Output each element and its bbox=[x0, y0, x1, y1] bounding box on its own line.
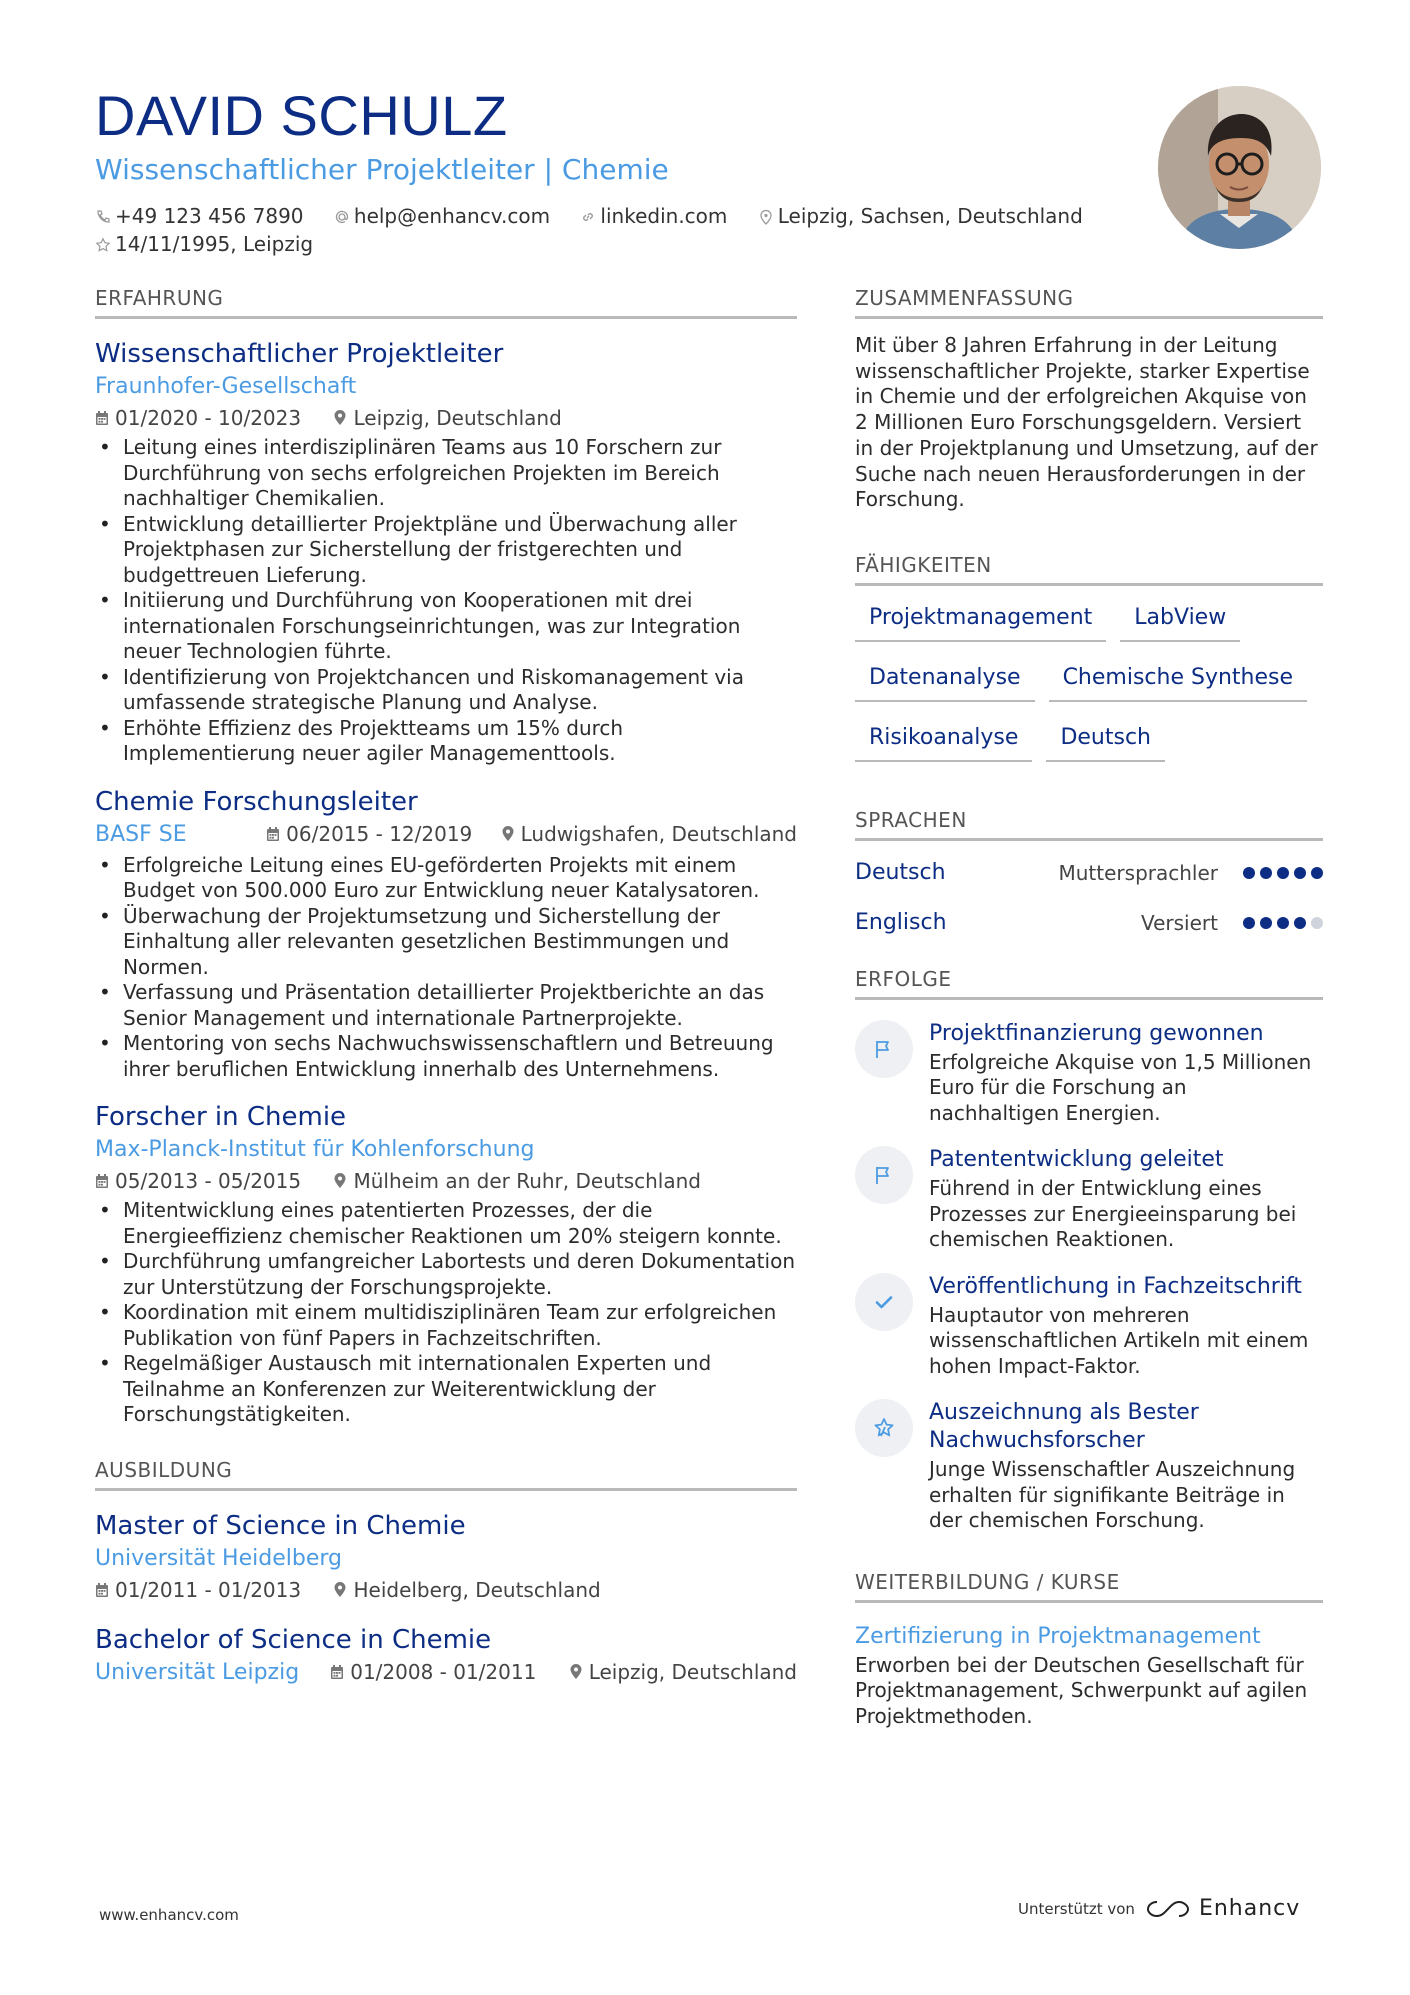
degree-title: Bachelor of Science in Chemie bbox=[95, 1624, 492, 1655]
location-pin-icon bbox=[333, 1173, 347, 1189]
contact-phone bbox=[95, 202, 304, 230]
language-name: Englisch bbox=[855, 910, 947, 936]
education-meta bbox=[95, 1575, 797, 1605]
language-item bbox=[855, 855, 1323, 891]
company-name: Max-Planck-Institut für Kohlenforschung bbox=[95, 1137, 535, 1162]
education-location bbox=[569, 1657, 797, 1687]
language-rating bbox=[1238, 867, 1323, 879]
job-bullet: • Koordination mit einem multidisziplinären Team zur erfolgreichen Publikation von fünf Papers in Fachzeitschriften. bbox=[95, 1300, 797, 1351]
rating-dot-filled bbox=[1294, 867, 1306, 879]
experience-item bbox=[95, 785, 797, 1083]
job-bullet: • Mitentwicklung eines patentierten Prozesses, der die Energieeffizienz chemischer Reaktionen um 20% steigern konnte. bbox=[95, 1198, 797, 1249]
job-dates bbox=[266, 819, 472, 849]
achievement-item bbox=[855, 1146, 1323, 1253]
star-icon bbox=[872, 1416, 896, 1440]
star-outline-icon bbox=[95, 237, 111, 253]
job-location-text: Leipzig, Deutschland bbox=[353, 406, 562, 430]
achievement-desc: Führend in der Entwicklung eines Prozesses zur Energieeinsparung bei chemischen Reaktionen. bbox=[929, 1176, 1297, 1252]
language-level: Muttersprachler bbox=[1058, 860, 1218, 885]
language-name: Deutsch bbox=[855, 860, 946, 886]
avatar-illustration bbox=[1158, 86, 1321, 249]
contact-birth bbox=[95, 230, 313, 258]
section-title-experience: ERFAHRUNG bbox=[95, 286, 797, 319]
job-bullets bbox=[95, 1198, 797, 1428]
check-icon bbox=[872, 1290, 896, 1314]
education-school-row bbox=[95, 1657, 797, 1689]
job-dates-text: 01/2020 - 10/2023 bbox=[115, 406, 302, 430]
job-dates-text: 05/2013 - 05/2015 bbox=[115, 1169, 302, 1193]
skill-tag: Chemische Synthese bbox=[1049, 658, 1307, 702]
achievement-body bbox=[929, 1273, 1323, 1380]
experience-item bbox=[95, 337, 797, 767]
candidate-name: DAVID SCHULZ bbox=[95, 84, 508, 147]
skill-tag: LabView bbox=[1120, 598, 1240, 642]
phone-icon bbox=[95, 209, 111, 225]
job-bullet: • Erfolgreiche Leitung eines EU-geförderten Projekts mit einem Budget von 500.000 Euro zur Entwicklung neuer Katalysatoren. bbox=[95, 853, 797, 904]
skill-tag: Risikoanalyse bbox=[855, 718, 1032, 762]
contact-linkedin[interactable] bbox=[580, 202, 727, 230]
footer-powered-by: Unterstützt von bbox=[1018, 1899, 1135, 1918]
education-dates bbox=[330, 1657, 536, 1687]
skill-tag: Projektmanagement bbox=[855, 598, 1106, 642]
job-meta bbox=[95, 1166, 797, 1196]
achievement-icon-wrap bbox=[855, 1273, 913, 1331]
achievement-title: Projektfinanzierung gewonnen bbox=[929, 1020, 1264, 1046]
job-dates-text: 06/2015 - 12/2019 bbox=[286, 821, 473, 846]
degree-title: Master of Science in Chemie bbox=[95, 1510, 466, 1541]
job-title: Chemie Forschungsleiter bbox=[95, 786, 418, 817]
flag-icon bbox=[872, 1163, 896, 1187]
achievement-title: Patententwicklung geleitet bbox=[929, 1147, 1224, 1173]
education-location-text: Leipzig, Deutschland bbox=[588, 1659, 797, 1684]
achievement-body bbox=[929, 1146, 1323, 1253]
job-location-text: Ludwigshafen, Deutschland bbox=[520, 821, 797, 846]
education-location bbox=[333, 1575, 600, 1605]
contact-location bbox=[758, 202, 1083, 230]
phone-text: +49 123 456 7890 bbox=[115, 204, 304, 228]
location-pin-icon bbox=[758, 209, 774, 225]
footer-branding bbox=[1018, 1896, 1300, 1921]
job-location-text: Mülheim an der Ruhr, Deutschland bbox=[353, 1169, 701, 1193]
link-icon bbox=[580, 209, 596, 225]
achievement-body bbox=[929, 1020, 1323, 1127]
job-bullet: • Initiierung und Durchführung von Kooperationen mit drei internationalen Forschungseinrichtungen, was zur Integration neuer Technologien führte. bbox=[95, 588, 797, 665]
rating-dot-empty bbox=[1311, 917, 1323, 929]
education-item bbox=[95, 1623, 797, 1689]
job-bullets bbox=[95, 853, 797, 1083]
school-name: Universität Heidelberg bbox=[95, 1545, 342, 1571]
job-title: Wissenschaftlicher Projektleiter bbox=[95, 339, 504, 369]
job-location bbox=[333, 403, 561, 433]
job-bullet: • Identifizierung von Projektchancen und Riskomanagement via umfassende strategische Planung und Analyse. bbox=[95, 665, 797, 716]
profile-photo bbox=[1158, 86, 1321, 249]
achievement-title: Auszeichnung als Bester Nachwuchsforscher bbox=[929, 1400, 1199, 1454]
location-pin-icon bbox=[569, 1664, 583, 1680]
job-location bbox=[333, 1166, 701, 1196]
rating-dot-filled bbox=[1243, 867, 1255, 879]
skill-tag: Deutsch bbox=[1046, 718, 1165, 762]
rating-dot-filled bbox=[1260, 917, 1272, 929]
job-location bbox=[501, 819, 797, 849]
location-pin-icon bbox=[333, 410, 347, 426]
candidate-title: Wissenschaftlicher Projektleiter | Chemie bbox=[95, 153, 669, 186]
achievement-icon-wrap bbox=[855, 1146, 913, 1204]
summary-text: Mit über 8 Jahren Erfahrung in der Leitung wissenschaftlicher Projekte, starker Expertise in Chemie und der erfolgreichen Akquise von 2 Millionen Euro Forschungsgeldern. Versiert in der Projektplanung und Umsetzung, auf der Suche nach neuen Herausforderungen in der Forschung. bbox=[855, 333, 1318, 512]
education-meta bbox=[330, 1657, 797, 1687]
job-bullet: • Entwicklung detaillierter Projektpläne und Überwachung aller Projektphasen zur Sicherstellung der fristgerechten und budgettreuen Lieferung. bbox=[95, 512, 797, 589]
achievement-item bbox=[855, 1020, 1323, 1127]
flag-icon bbox=[872, 1037, 896, 1061]
at-icon bbox=[334, 209, 350, 225]
right-column bbox=[855, 286, 1323, 1729]
calendar-icon bbox=[95, 1582, 109, 1598]
section-title-achievements: ERFOLGE bbox=[855, 967, 1323, 1000]
education-location-text: Heidelberg, Deutschland bbox=[353, 1577, 601, 1602]
rating-dot-filled bbox=[1277, 867, 1289, 879]
achievement-desc: Junge Wissenschaftler Auszeichnung erhalten für signifikante Beiträge in der chemischen Forschung. bbox=[929, 1457, 1296, 1533]
achievement-desc: Hauptautor von mehreren wissenschaftlichen Artikeln mit einem hohen Impact-Faktor. bbox=[929, 1302, 1309, 1378]
skill-tag: Datenanalyse bbox=[855, 658, 1035, 702]
rating-dot-filled bbox=[1243, 917, 1255, 929]
birth-text: 14/11/1995, Leipzig bbox=[115, 232, 314, 256]
location-pin-icon bbox=[333, 1582, 347, 1598]
rating-dot-filled bbox=[1277, 917, 1289, 929]
achievement-item bbox=[855, 1273, 1323, 1380]
course-desc: Erworben bei der Deutschen Gesellschaft für Projektmanagement, Schwerpunkt auf agilen Projektmethoden. bbox=[855, 1652, 1308, 1728]
education-dates bbox=[95, 1575, 301, 1605]
footer-brand: Enhancv bbox=[1198, 1896, 1301, 1921]
left-column bbox=[95, 286, 797, 1689]
section-title-education: AUSBILDUNG bbox=[95, 1458, 797, 1491]
job-meta bbox=[266, 819, 797, 849]
language-rating bbox=[1238, 917, 1323, 929]
skills-list bbox=[855, 598, 1323, 778]
achievement-icon-wrap bbox=[855, 1020, 913, 1078]
language-level: Versiert bbox=[1140, 910, 1218, 935]
education-dates-text: 01/2011 - 01/2013 bbox=[115, 1577, 302, 1602]
course-title: Zertifizierung in Projektmanagement bbox=[855, 1623, 1261, 1649]
resume-header bbox=[95, 84, 1155, 258]
job-dates bbox=[95, 1166, 301, 1196]
achievement-item bbox=[855, 1399, 1323, 1534]
footer-website[interactable]: www.enhancv.com bbox=[99, 1906, 239, 1924]
language-item bbox=[855, 905, 1323, 941]
job-bullet: • Regelmäßiger Austausch mit internationalen Experten und Teilnahme an Konferenzen zur Weiterentwicklung der Forschungstätigkeiten. bbox=[95, 1351, 797, 1428]
calendar-icon bbox=[330, 1664, 344, 1680]
job-bullet: • Verfassung und Präsentation detaillierter Projektberichte an das Senior Management und internationale Partnerprojekte. bbox=[95, 980, 797, 1031]
education-item bbox=[95, 1509, 797, 1605]
linkedin-text[interactable]: linkedin.com bbox=[600, 204, 728, 228]
company-name: Fraunhofer-Gesellschaft bbox=[95, 374, 357, 399]
job-dates bbox=[95, 403, 301, 433]
contact-email[interactable] bbox=[334, 202, 550, 230]
location-text: Leipzig, Sachsen, Deutschland bbox=[777, 204, 1083, 228]
section-title-skills: FÄHIGKEITEN bbox=[855, 553, 1323, 586]
achievement-icon-wrap bbox=[855, 1399, 913, 1457]
section-title-courses: WEITERBILDUNG / KURSE bbox=[855, 1570, 1323, 1603]
calendar-icon bbox=[95, 410, 109, 426]
enhancv-logo-icon bbox=[1145, 1898, 1191, 1920]
company-name: BASF SE bbox=[95, 821, 187, 847]
job-bullet: • Durchführung umfangreicher Labortests und deren Dokumentation zur Unterstützung der Forschungsprojekte. bbox=[95, 1249, 797, 1300]
job-company-row bbox=[95, 819, 797, 851]
job-meta bbox=[95, 403, 797, 433]
rating-dot-filled bbox=[1294, 917, 1306, 929]
achievement-desc: Erfolgreiche Akquise von 1,5 Millionen Euro für die Forschung an nachhaltigen Energien. bbox=[929, 1049, 1312, 1125]
rating-dot-filled bbox=[1311, 867, 1323, 879]
experience-item bbox=[95, 1100, 797, 1428]
calendar-icon bbox=[95, 1173, 109, 1189]
school-name: Universität Leipzig bbox=[95, 1659, 300, 1685]
section-title-summary: ZUSAMMENFASSUNG bbox=[855, 286, 1323, 319]
contact-info bbox=[95, 202, 1155, 258]
achievement-body bbox=[929, 1399, 1323, 1534]
rating-dot-filled bbox=[1260, 867, 1272, 879]
section-title-languages: SPRACHEN bbox=[855, 808, 1323, 841]
education-dates-text: 01/2008 - 01/2011 bbox=[350, 1659, 537, 1684]
achievement-title: Veröffentlichung in Fachzeitschrift bbox=[929, 1273, 1302, 1299]
calendar-icon bbox=[266, 826, 280, 842]
email-text[interactable]: help@enhancv.com bbox=[353, 204, 551, 228]
location-pin-icon bbox=[501, 826, 515, 842]
job-title: Forscher in Chemie bbox=[95, 1102, 347, 1132]
job-bullet: • Erhöhte Effizienz des Projektteams um 15% durch Implementierung neuer agiler Managementtools. bbox=[95, 716, 797, 767]
job-bullets bbox=[95, 435, 797, 767]
job-bullet: • Überwachung der Projektumsetzung und Sicherstellung der Einhaltung aller relevanten gesetzlichen Bestimmungen und Normen. bbox=[95, 904, 797, 981]
job-bullet: • Leitung eines interdisziplinären Teams aus 10 Forschern zur Durchführung von sechs erfolgreichen Projekten im Bereich nachhaltiger Chemikalien. bbox=[95, 435, 797, 512]
job-bullet: • Mentoring von sechs Nachwuchswissenschaftlern und Betreuung ihrer beruflichen Entwicklung innerhalb des Unternehmens. bbox=[95, 1031, 797, 1082]
